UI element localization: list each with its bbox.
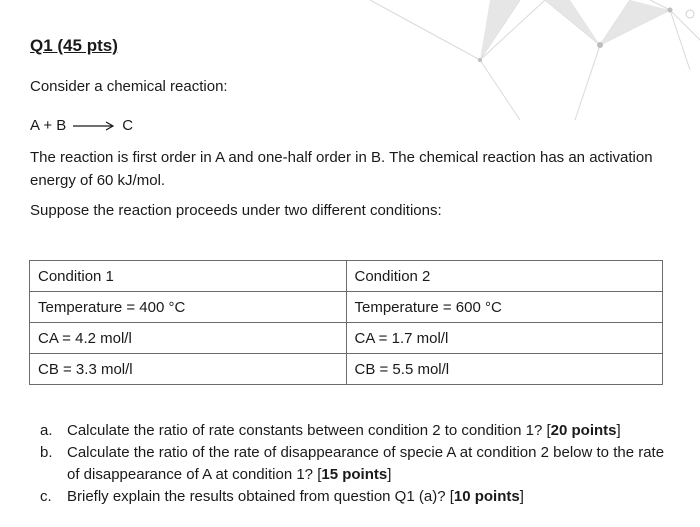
item-marker: b. <box>40 444 53 461</box>
reaction-description: The reaction is first order in A and one-half order in B. The chemical reaction has an activation energy of 60 kJ/mol. <box>30 149 653 189</box>
table-cell: Condition 1 <box>30 261 347 292</box>
list-item <box>40 486 672 508</box>
table-row <box>30 261 663 292</box>
right-arrow-icon <box>72 120 116 132</box>
table-cell: CB = 5.5 mol/l <box>346 354 663 385</box>
conditions-table <box>29 260 663 385</box>
points-label: 15 points <box>321 466 388 483</box>
item-text: Calculate the ratio of the rate of disappearance of specie A at condition 2 below to the rate of disappearance of A at condition 1? [15 points] <box>67 444 665 483</box>
table-cell: Temperature = 600 °C <box>346 292 663 323</box>
table-cell: CA = 1.7 mol/l <box>346 323 663 354</box>
item-text: Calculate the ratio of rate constants between condition 2 to condition 1? [20 points] <box>67 422 621 439</box>
table-cell: CB = 3.3 mol/l <box>30 354 347 385</box>
points-label: 10 points <box>453 488 520 505</box>
table-cell: Temperature = 400 °C <box>30 292 347 323</box>
reaction-equation <box>30 117 133 134</box>
conditions-intro: Suppose the reaction proceeds under two different conditions: <box>30 202 442 219</box>
item-marker: c. <box>40 488 52 505</box>
table-row <box>30 323 663 354</box>
table-row <box>30 354 663 385</box>
points-label: 20 points <box>550 422 617 439</box>
question-title: Q1 (45 pts) <box>30 36 118 55</box>
reactants: A + B <box>30 117 67 134</box>
item-marker: a. <box>40 422 53 439</box>
decorative-network-graphic <box>370 0 700 120</box>
table-row <box>30 292 663 323</box>
question-list <box>40 420 672 508</box>
list-item <box>40 420 672 442</box>
list-item <box>40 442 672 486</box>
product: C <box>122 117 134 134</box>
item-text: Briefly explain the results obtained from question Q1 (a)? [10 points] <box>67 488 524 505</box>
table-cell: Condition 2 <box>346 261 663 292</box>
table-cell: CA = 4.2 mol/l <box>30 323 347 354</box>
intro-text: Consider a chemical reaction: <box>30 78 228 95</box>
